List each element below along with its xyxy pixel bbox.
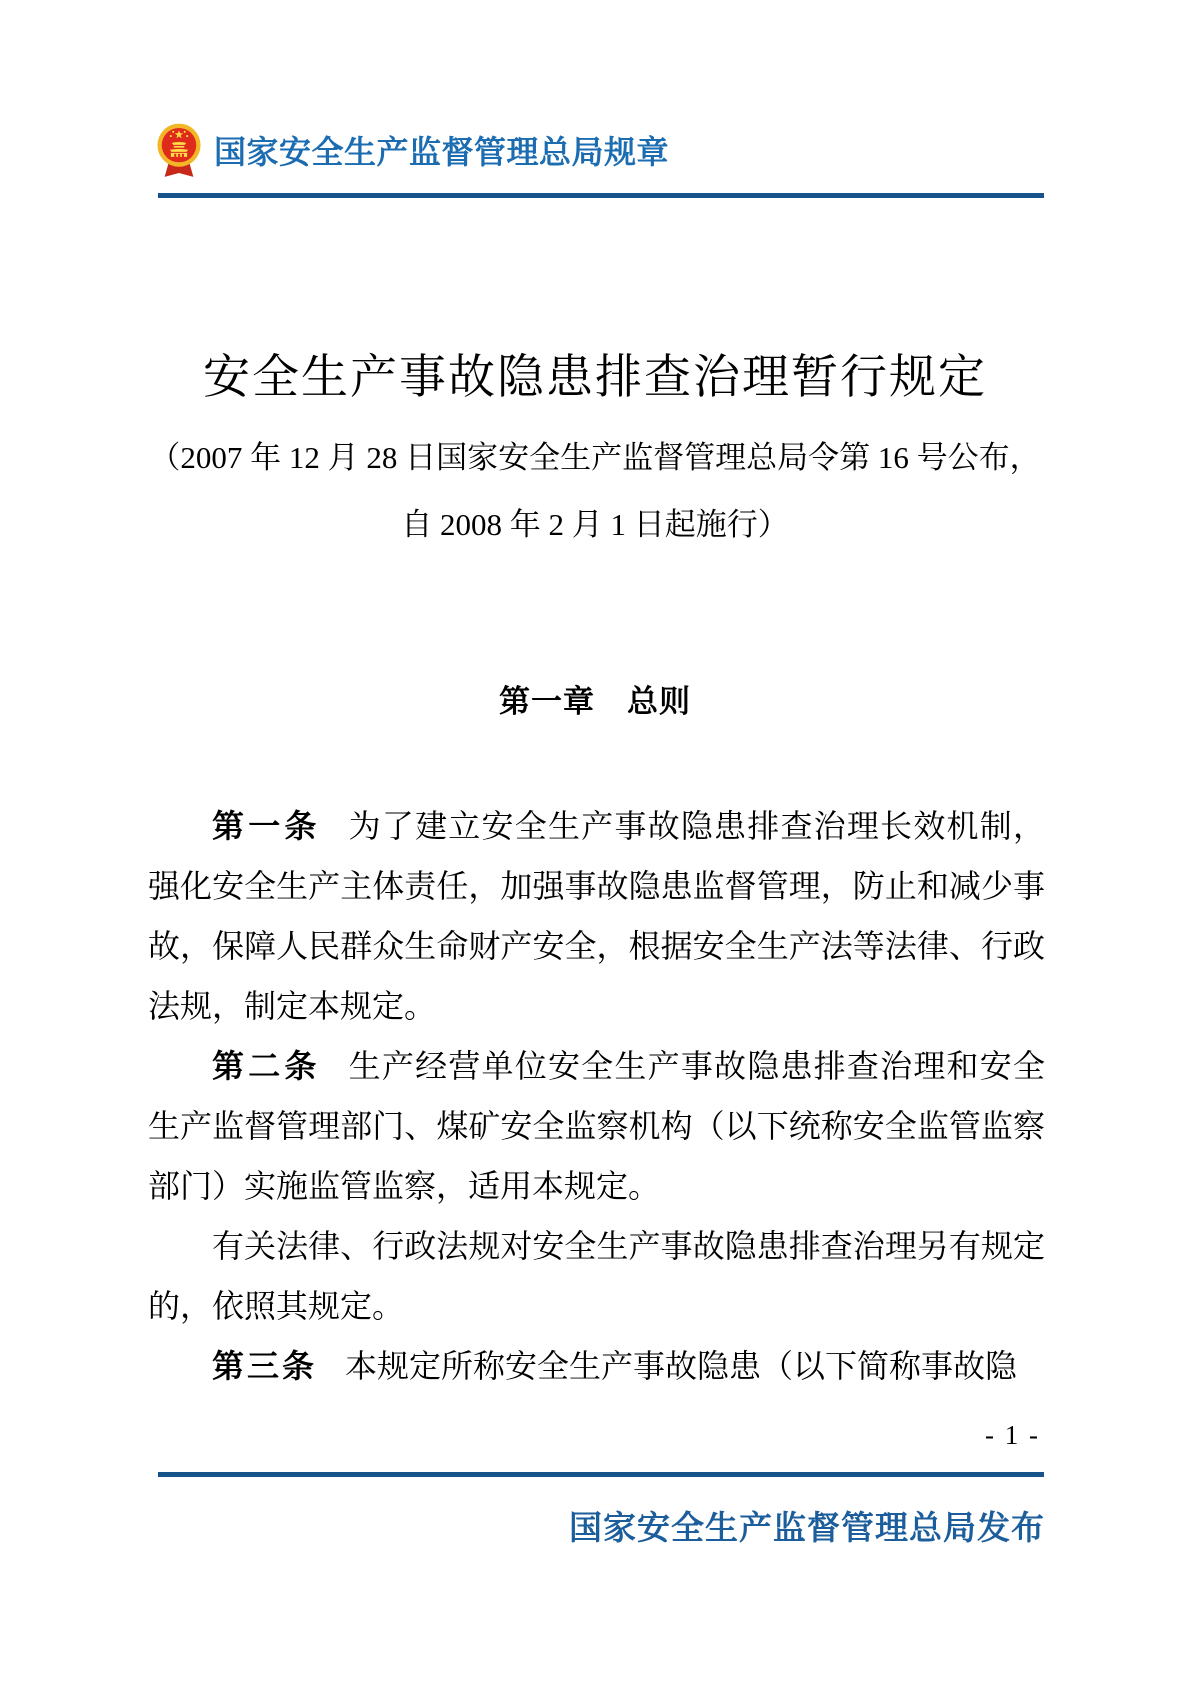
subtitle-line-2: 自 2008 年 2 月 1 日起施行） — [401, 507, 789, 542]
page-number: - 1 - — [985, 1420, 1040, 1450]
header-rule — [158, 193, 1044, 198]
article-paragraph-3 — [148, 1216, 1045, 1336]
document-header — [156, 120, 669, 180]
document-subtitle — [0, 424, 1190, 558]
article-1-label: 第一条 — [212, 808, 321, 844]
chapter-heading: 第一章 总则 — [499, 684, 691, 719]
china-national-emblem-icon — [156, 120, 202, 180]
header-agency-label: 国家安全生产监督管理总局规章 — [214, 134, 670, 170]
article-3-text: 有关法律、行政法规对安全生产事故隐患排查治理另有规定的，依照其规定。 — [148, 1228, 1045, 1324]
article-2-label: 第二条 — [212, 1048, 321, 1084]
article-paragraph-4 — [148, 1336, 1045, 1396]
footer-rule — [158, 1472, 1044, 1477]
article-2-text: 生产经营单位安全生产事故隐患排查治理和安全生产监督管理部门、煤矿安全监察机构（以下统称安全监管监察部门）实施监管监察，适用本规定。 — [148, 1048, 1045, 1204]
article-1-text: 为了建立安全生产事故隐患排查治理长效机制，强化安全生产主体责任，加强事故隐患监督管理，防止和减少事故，保障人民群众生命财产安全，根据安全生产法等法律、行政法规，制定本规定。 — [148, 808, 1045, 1024]
article-paragraph-1 — [148, 796, 1045, 1036]
article-4-text: 本规定所称安全生产事故隐患（以下简称事故隐 — [345, 1348, 1018, 1384]
article-4-label: 第三条 — [212, 1348, 318, 1384]
document-title: 安全生产事故隐患排查治理暂行规定 — [203, 352, 987, 404]
document-body — [148, 796, 1045, 1396]
article-paragraph-2 — [148, 1036, 1045, 1216]
footer-publisher-label: 国家安全生产监督管理总局发布 — [569, 1511, 1045, 1547]
subtitle-line-1: （2007 年 12 月 28 日国家安全生产监督管理总局令第 16 号公布， — [149, 440, 1041, 475]
